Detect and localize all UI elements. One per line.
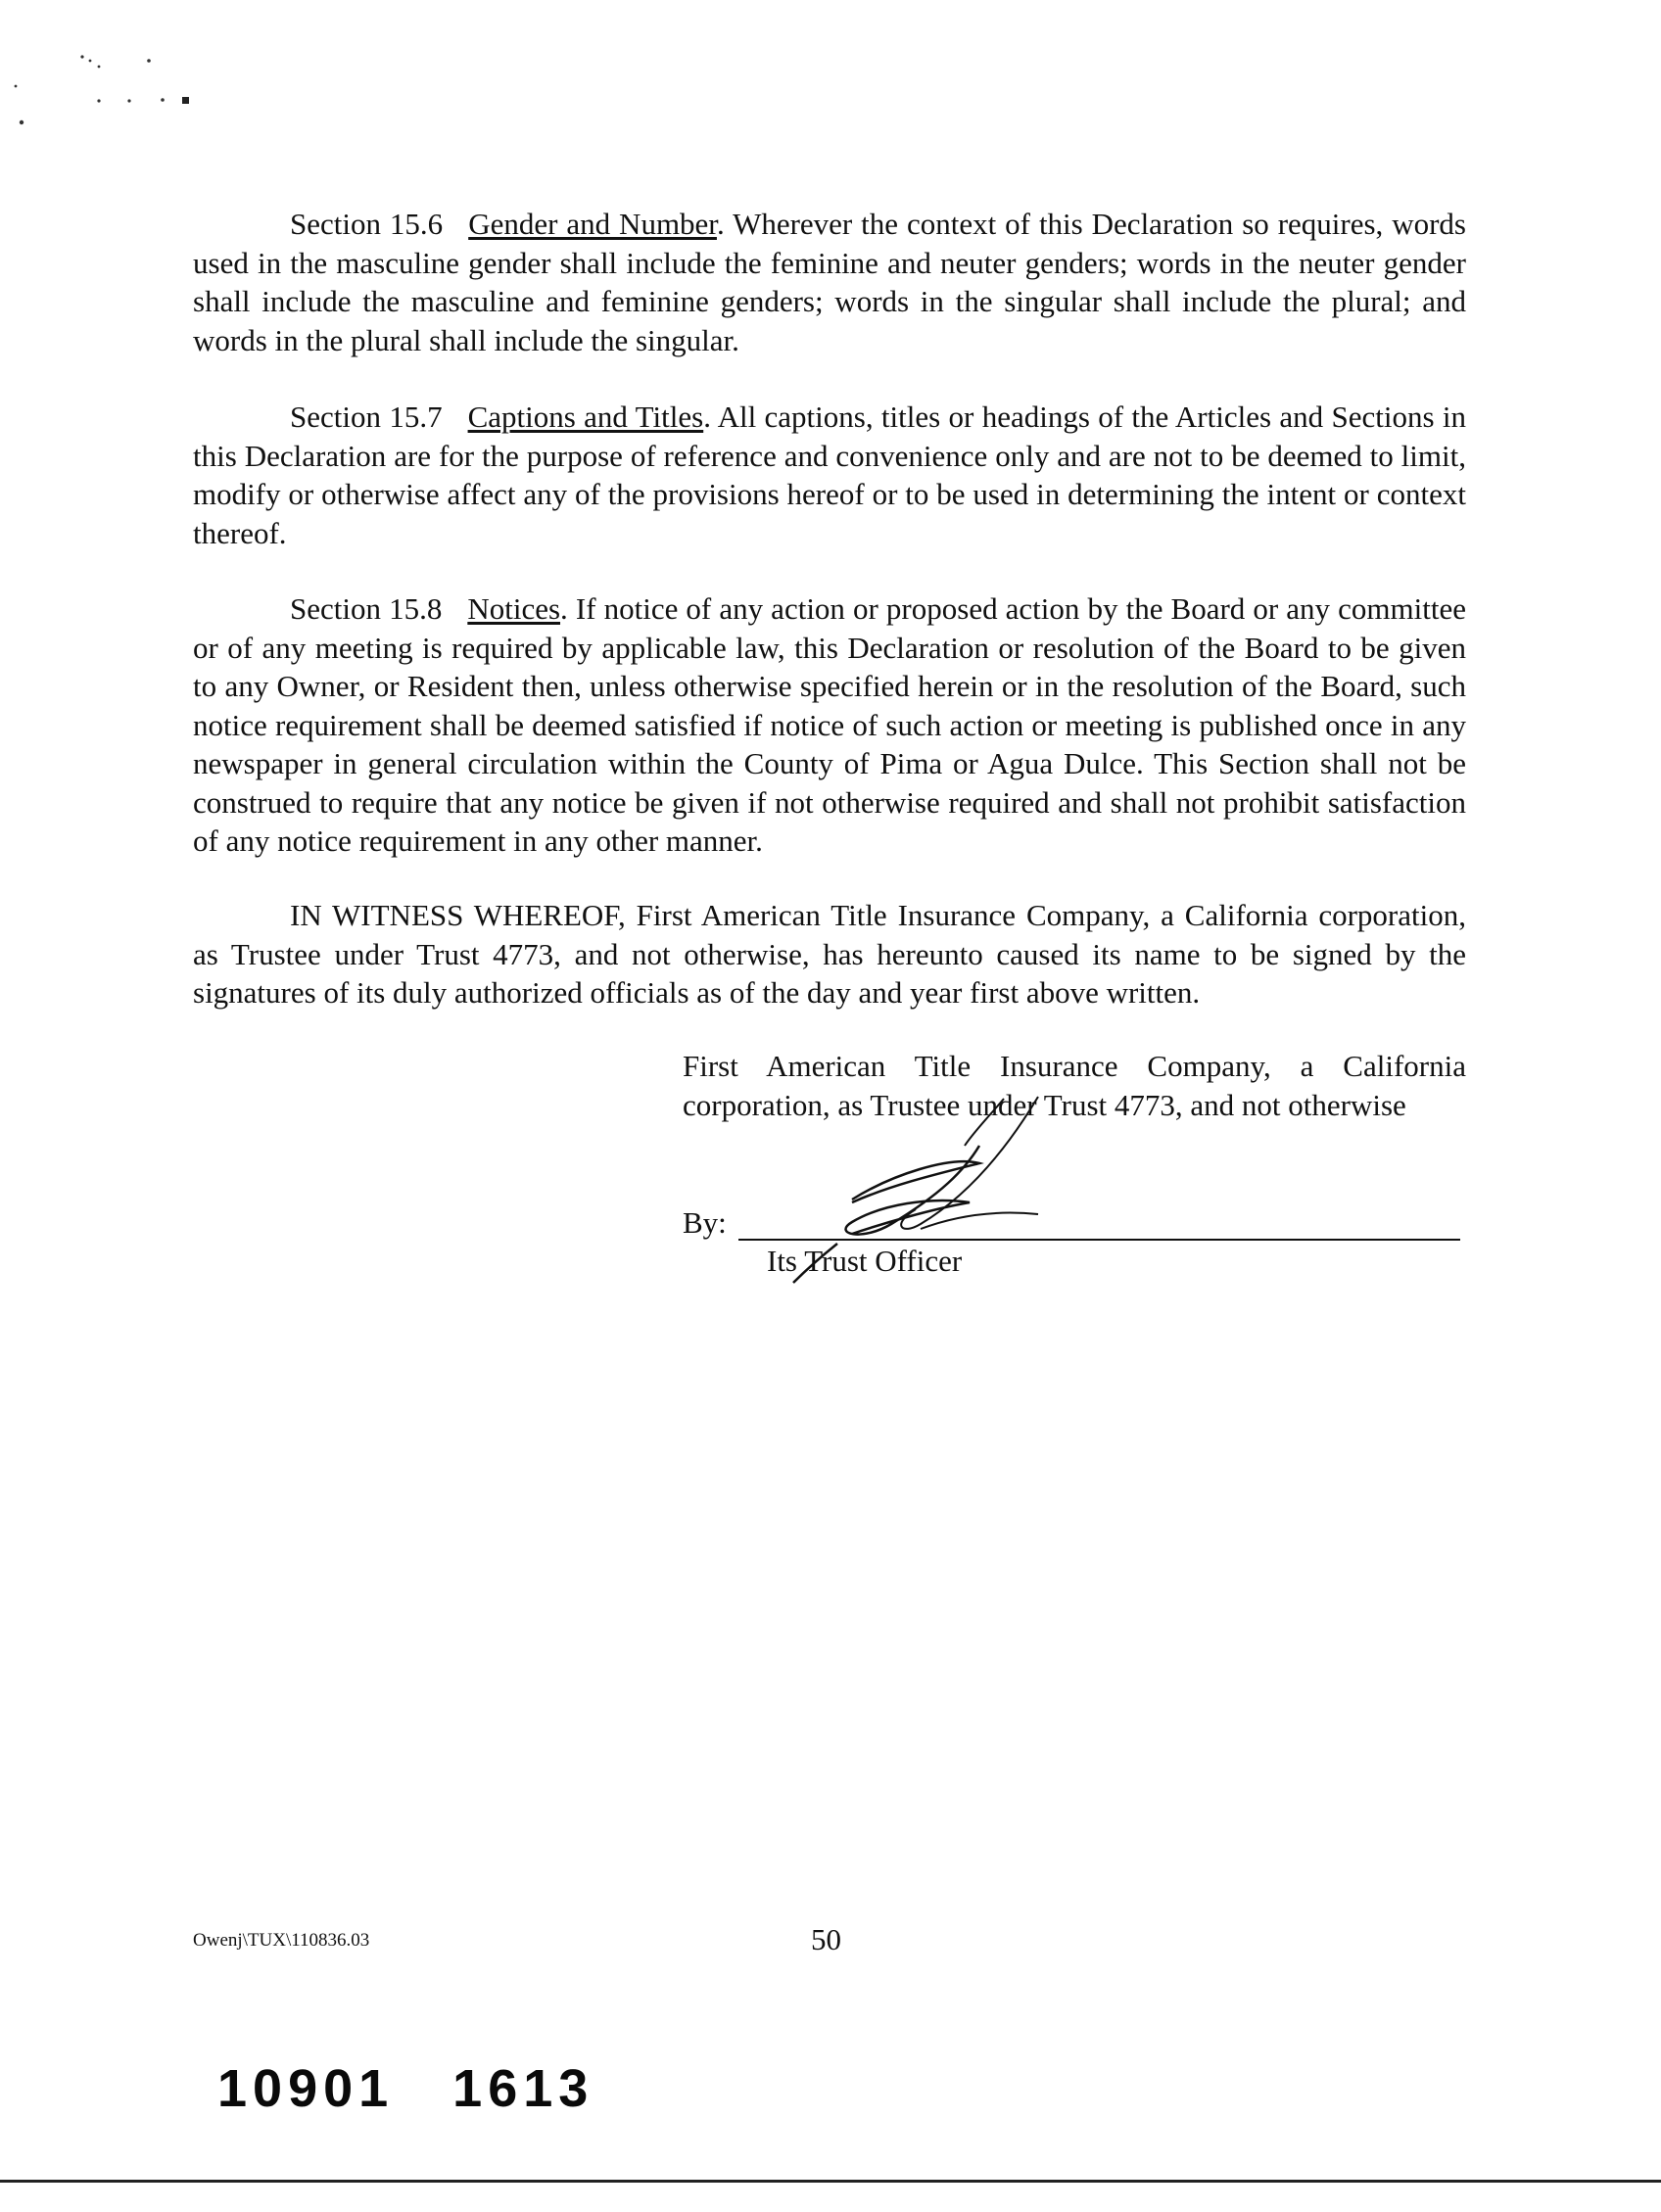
stamp-page-number: 1613 [452,2059,594,2118]
section-body: . If notice of any action or proposed action by the Board or any committee or of any meeting is required by applicable law, this Declaration or resolution of the Board to be given to any Owner, or Resident then, unless otherwise specified herein or in the resolution of the Board, such notice requirement shall be deemed satisfied if notice of such action or meeting is published once in any newspaper in general circulation within the County of Pima or Agua Dulce. This Section shall not be construed to require that any notice be given if not otherwise required and shall not prohibit satisfaction of any notice requirement in any other manner. [193,591,1466,858]
section-heading: Notices [467,591,561,626]
docket-number: 10901 [217,2059,395,2118]
signature-entity: First American Title Insurance Company, a California corporation, as Trustee under Trust 4773, and not otherwise [683,1049,1466,1122]
section-body: . All captions, titles or headings of the Articles and Sections in this Declaration are for the purpose of reference and convenience only and are not to be deemed to limit, modify or otherwise affect any of the provisions hereof or to be used in determining the intent or context thereof. [193,400,1466,550]
section-15-8-paragraph [193,589,1466,861]
scan-specks [0,0,215,137]
page-number: 50 [811,1922,841,1956]
document-reference: Owenj\TUX\110836.03 [193,1930,370,1951]
witness-paragraph [193,896,1466,1012]
signatory-title: Its Trust Officer [767,1244,963,1278]
section-heading: Gender and Number [468,207,717,241]
section-number: Section 15.8 [290,591,443,626]
recording-stamp [217,2058,593,2119]
section-15-6-paragraph [193,205,1466,359]
section-number: Section 15.7 [290,400,443,434]
handwritten-signature [744,1087,1077,1293]
section-body: . Wherever the context of this Declaration so requires, words used in the masculine gender shall include the feminine and neuter genders; words in the neuter gender shall include the masculine and feminine genders; words in the singular shall include the plural; and words in the plural shall include the singular. [193,207,1466,357]
section-heading: Captions and Titles [467,400,704,434]
bottom-edge-line [0,2180,1661,2183]
by-label: By: [683,1205,727,1240]
section-15-7-paragraph [193,398,1466,552]
section-number: Section 15.6 [290,207,444,241]
witness-text: IN WITNESS WHEREOF, First American Title Insurance Company, a California corporation, as Trustee under Trust 4773, and not otherwise, has hereunto caused its name to be signed by the signatures of its duly authorized officials as of the day and year first above written. [193,898,1466,1010]
